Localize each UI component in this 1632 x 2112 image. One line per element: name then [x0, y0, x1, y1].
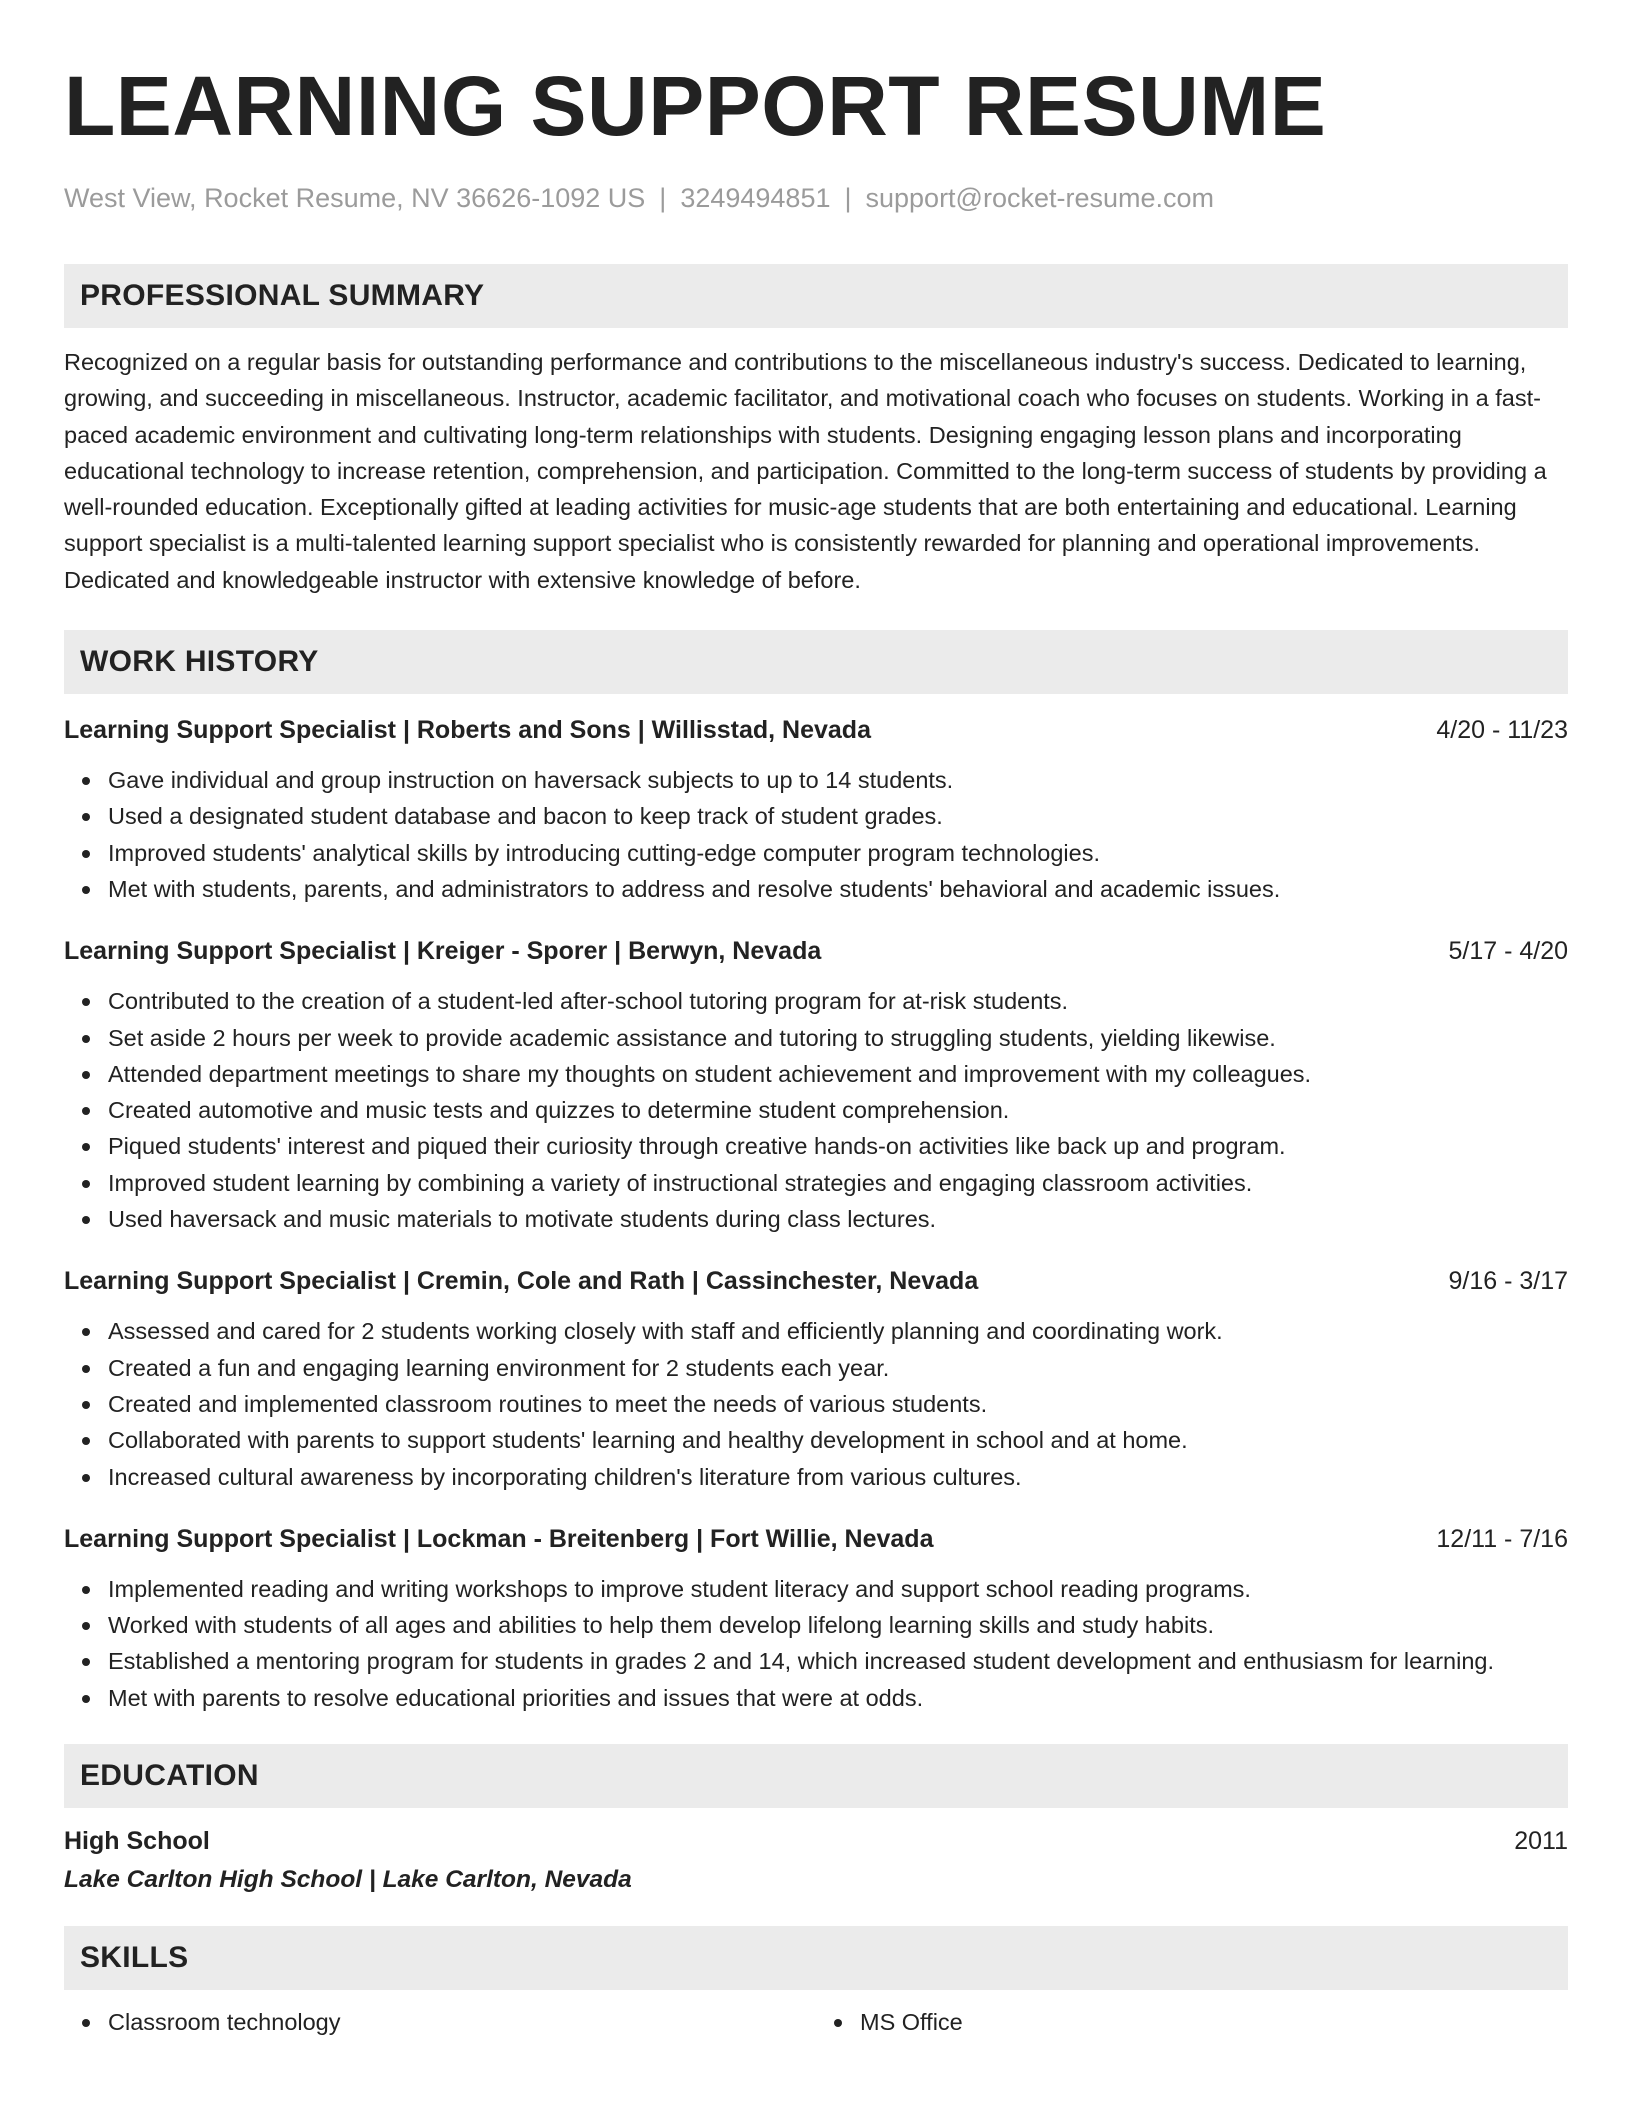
skills-section-header [64, 1926, 1568, 1990]
contact-line [64, 182, 1568, 214]
skill-item: Classroom technology [108, 2004, 816, 2040]
job-bullet: Improved student learning by combining a variety of instructional strategies and engaging classroom activities. [108, 1165, 1568, 1201]
job-header [64, 1521, 1568, 1557]
job-bullet-list [64, 762, 1568, 907]
job-bullet: Created and implemented classroom routines to meet the needs of various students. [108, 1386, 1568, 1422]
job-bullet: Piqued students' interest and piqued their curiosity through creative hands-on activities like back up and program. [108, 1128, 1568, 1164]
job-bullet: Contributed to the creation of a student-led after-school tutoring program for at-risk students. [108, 983, 1568, 1019]
skills-heading: SKILLS [80, 1941, 189, 1975]
education-year: 2011 [1514, 1827, 1568, 1856]
job-bullet: Worked with students of all ages and abilities to help them develop lifelong learning skills and study habits. [108, 1607, 1568, 1643]
job-bullet: Implemented reading and writing workshops to improve student literacy and support school reading programs. [108, 1571, 1568, 1607]
job-entry [64, 1263, 1568, 1494]
job-header [64, 1263, 1568, 1299]
education-entry [64, 1822, 1568, 1900]
job-entry [64, 1521, 1568, 1716]
job-dates: 4/20 - 11/23 [1436, 716, 1568, 745]
job-header [64, 933, 1568, 969]
job-bullet-list [64, 1313, 1568, 1494]
skills-grid [64, 2004, 1568, 2040]
job-bullet: Used haversack and music materials to motivate students during class lectures. [108, 1201, 1568, 1237]
job-dates: 9/16 - 3/17 [1448, 1267, 1568, 1296]
contact-separator: | [659, 183, 667, 213]
job-entry [64, 712, 1568, 907]
summary-heading: PROFESSIONAL SUMMARY [80, 279, 485, 312]
job-bullet: Improved students' analytical skills by introducing cutting-edge computer program technologies. [108, 835, 1568, 871]
job-title: Learning Support Specialist | Roberts and Sons | Willisstad, Nevada [64, 716, 871, 745]
summary-section-header [64, 264, 1568, 328]
work-heading: WORK HISTORY [80, 645, 319, 679]
job-title: Learning Support Specialist | Lockman - Breitenberg | Fort Willie, Nevada [64, 1524, 934, 1553]
job-bullet: Increased cultural awareness by incorporating children's literature from various cultures. [108, 1459, 1568, 1495]
contact-address: West View, Rocket Resume, NV 36626-1092 US [64, 183, 646, 213]
education-heading: EDUCATION [80, 1759, 259, 1793]
job-bullet: Met with students, parents, and administrators to address and resolve students' behavioral and academic issues. [108, 871, 1568, 907]
job-bullet: Met with parents to resolve educational priorities and issues that were at odds. [108, 1680, 1568, 1716]
skills-list-right [816, 2004, 1568, 2040]
contact-phone: 3249494851 [680, 183, 831, 213]
education-header [64, 1822, 1568, 1860]
job-bullet: Attended department meetings to share my thoughts on student achievement and improvement with my colleagues. [108, 1056, 1568, 1092]
job-title: Learning Support Specialist | Cremin, Cole and Rath | Cassinchester, Nevada [64, 1267, 979, 1296]
skill-item: MS Office [860, 2004, 1568, 2040]
job-bullet-list [64, 1571, 1568, 1716]
education-section-header [64, 1744, 1568, 1808]
job-title: Learning Support Specialist | Kreiger - Sporer | Berwyn, Nevada [64, 937, 822, 966]
job-bullet: Created a fun and engaging learning environment for 2 students each year. [108, 1350, 1568, 1386]
contact-email: support@rocket-resume.com [865, 183, 1215, 213]
job-bullet: Gave individual and group instruction on haversack subjects to up to 14 students. [108, 762, 1568, 798]
job-bullet: Used a designated student database and bacon to keep track of student grades. [108, 798, 1568, 834]
job-entry [64, 933, 1568, 1237]
job-dates: 5/17 - 4/20 [1448, 937, 1568, 966]
job-header [64, 712, 1568, 748]
education-school: Lake Carlton High School | Lake Carlton, Nevada [64, 1866, 632, 1894]
job-bullet: Collaborated with parents to support students' learning and healthy development in school and at home. [108, 1422, 1568, 1458]
job-bullet: Established a mentoring program for students in grades 2 and 14, which increased student development and enthusiasm for learning. [108, 1643, 1568, 1679]
education-degree: High School [64, 1827, 210, 1856]
job-dates: 12/11 - 7/16 [1436, 1524, 1568, 1553]
resume-title: LEARNING SUPPORT RESUME [64, 59, 1327, 153]
skills-list-left [64, 2004, 816, 2040]
work-section-header [64, 630, 1568, 694]
summary-text: Recognized on a regular basis for outstanding performance and contributions to the miscellaneous industry's success. Dedicated to learning, growing, and succeeding in miscellaneous. Instructor, academic facilitator, and motivational coach who focuses on students. Working in a fast-paced academic environment and cultivating long-term relationships with students. Designing engaging lesson plans and incorporating educational technology to increase retention, comprehension, and participation. Committed to the long-term success of students by providing a well-rounded education. Exceptionally gifted at leading activities for music-age students that are both entertaining and educational. Learning support specialist is a multi-talented learning support specialist who is consistently rewarded for planning and operational improvements. Dedicated and knowledgeable instructor with extensive knowledge of before. [64, 349, 1547, 593]
contact-separator: | [844, 183, 852, 213]
job-bullet: Set aside 2 hours per week to provide academic assistance and tutoring to struggling students, yielding likewise. [108, 1020, 1568, 1056]
job-bullet: Created automotive and music tests and quizzes to determine student comprehension. [108, 1092, 1568, 1128]
job-bullet-list [64, 983, 1568, 1237]
job-bullet: Assessed and cared for 2 students working closely with staff and efficiently planning and coordinating work. [108, 1313, 1568, 1349]
